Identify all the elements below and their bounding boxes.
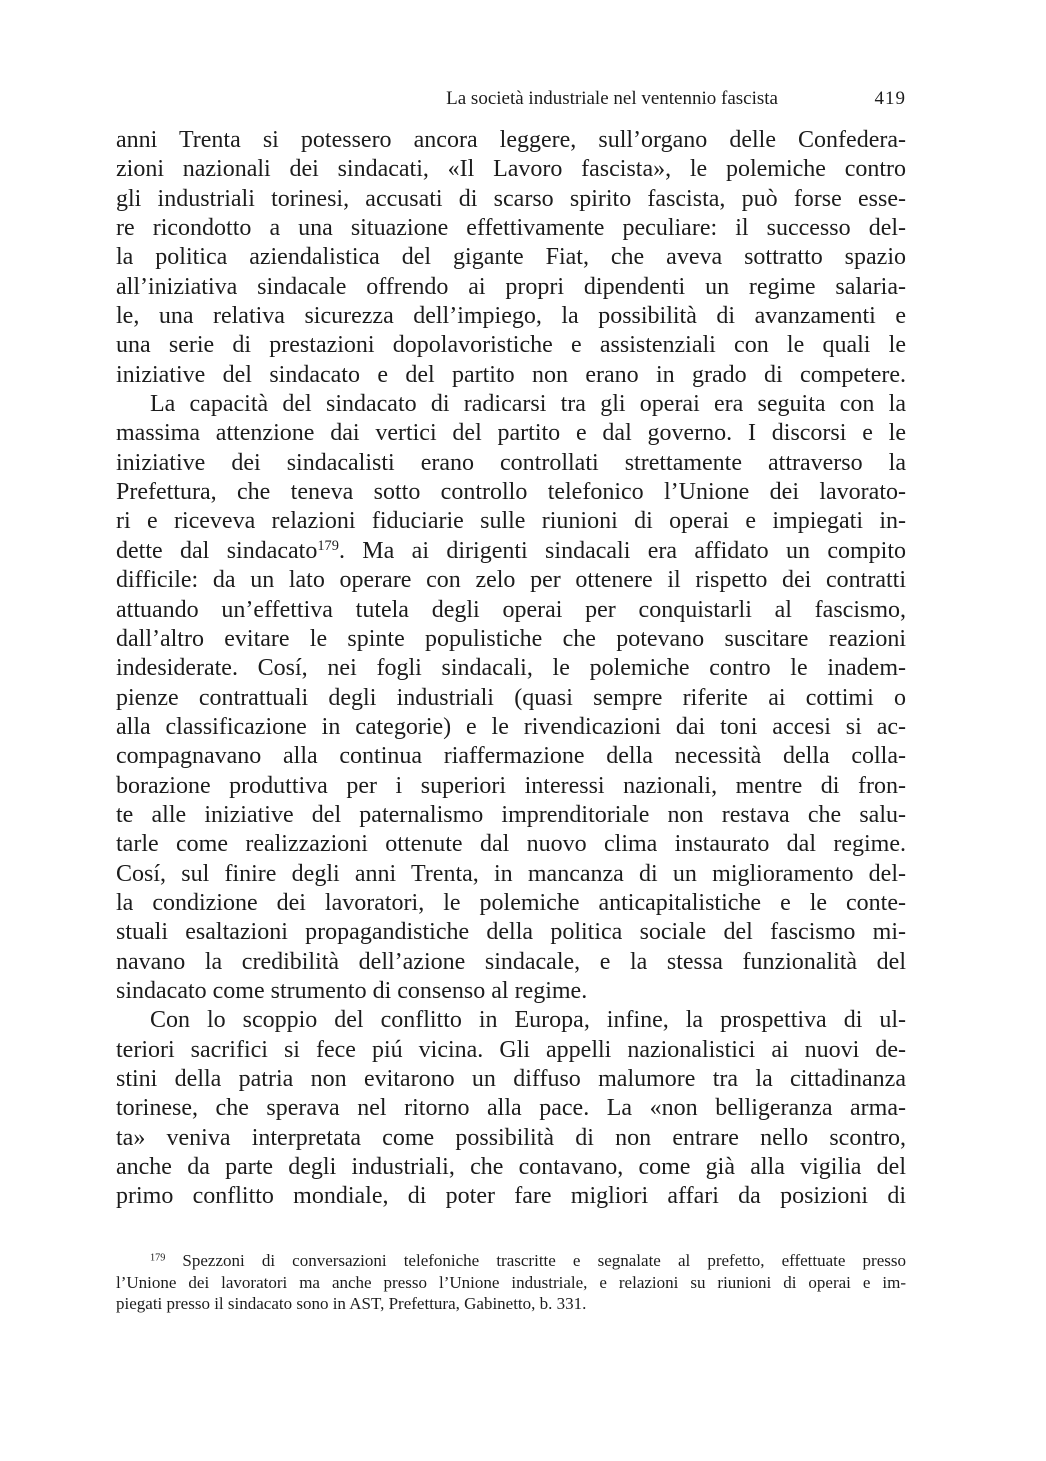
text-line: zioni nazionali dei sindacati, «Il Lavoro fascista», le polemiche contro bbox=[116, 156, 906, 183]
running-title: La società industriale nel ventennio fascista bbox=[446, 88, 778, 109]
text-line: una serie di prestazioni dopolavoristiche e assistenziali con le quali le bbox=[116, 332, 906, 359]
text-line: iniziative dei sindacalisti erano controllati strettamente attraverso la bbox=[116, 449, 906, 476]
text-line: Con lo scoppio del conflitto in Europa, infine, la prospettiva di ul- bbox=[150, 1007, 906, 1034]
footnote bbox=[116, 1250, 906, 1315]
text-line: la condizione dei lavoratori, le polemiche anticapitalistiche e le conte- bbox=[116, 889, 906, 916]
text-line: gli industriali torinesi, accusati di scarso spirito fascista, può forse esse- bbox=[116, 185, 906, 212]
text-line: Prefettura, che teneva sotto controllo telefonico l’Unione dei lavorato- bbox=[116, 479, 906, 506]
text-line: iniziative del sindacato e del partito non erano in grado di competere. bbox=[116, 361, 906, 388]
footnote-line: piegati presso il sindacato sono in AST, Prefettura, Gabinetto, b. 331. bbox=[116, 1294, 587, 1313]
footnote-line bbox=[116, 1250, 906, 1272]
text-line: ri e riceveva relazioni fiduciarie sulle riunioni di operai e impiegati in- bbox=[116, 508, 906, 535]
text-line: massima attenzione dai vertici del partito e dal governo. I discorsi e le bbox=[116, 420, 906, 447]
footnote-line: l’Unione dei lavoratori ma anche presso l’Unione industriale, e relazioni su riunioni di operai e im- bbox=[116, 1272, 906, 1292]
text-line: borazione produttiva per i superiori interessi nazionali, mentre di fron- bbox=[116, 772, 906, 799]
text-line: navano la credibilità dell’azione sindacale, e la stessa funzionalità del bbox=[116, 948, 906, 975]
text-line: dall’altro evitare le spinte populistiche che potevano suscitare reazioni bbox=[116, 625, 906, 652]
text-line: anni Trenta si potessero ancora leggere, sull’organo delle Confedera- bbox=[116, 127, 906, 153]
text-line: te alle iniziative del paternalismo imprenditoriale non restava che salu- bbox=[116, 801, 906, 828]
text-line: torinese, che sperava nel ritorno alla pace. La «non belligeranza arma- bbox=[116, 1095, 906, 1122]
body-text bbox=[116, 126, 906, 1212]
text-line: all’iniziativa sindacale offrendo ai propri dipendenti un regime salaria- bbox=[116, 273, 906, 300]
text-line: difficile: da un lato operare con zelo per ottenere il rispetto dei contratti bbox=[116, 567, 906, 594]
page-number: 419 bbox=[874, 88, 906, 109]
text-line: pienze contrattuali degli industriali (quasi sempre riferite ai cottimi o bbox=[116, 684, 906, 711]
text-line: indesiderate. Cosí, nei fogli sindacali, le polemiche contro le inadem- bbox=[116, 655, 906, 682]
text-line: re ricondotto a una situazione effettivamente peculiare: il successo del- bbox=[116, 215, 906, 242]
text-line: le, una relativa sicurezza dell’impiego, la possibilità di avanzamenti e bbox=[116, 303, 906, 330]
running-head bbox=[116, 86, 906, 112]
paragraph-3 bbox=[116, 1006, 906, 1211]
text-line: alla classificazione in categorie) e le rivendicazioni dai toni accesi si ac- bbox=[116, 713, 906, 740]
text-line: Cosí, sul finire degli anni Trenta, in mancanza di un miglioramento del- bbox=[116, 860, 906, 887]
paragraph-1 bbox=[116, 126, 906, 390]
text-line: ta» veniva interpretata come possibilità di non entrare nello scontro, bbox=[116, 1124, 906, 1151]
text-line: compagnavano alla continua riaffermazione della necessità della colla- bbox=[116, 743, 906, 770]
line-text: dette dal sindacato bbox=[116, 537, 318, 564]
text-line-with-note bbox=[116, 537, 906, 566]
footnote-number: 179 bbox=[150, 1252, 166, 1264]
footnote-text: Spezzoni di conversazioni telefoniche trascritte e segnalate al prefetto, effettuate presso bbox=[182, 1251, 906, 1270]
line-text-continuation: . Ma ai dirigenti sindacali era affidato un compito bbox=[338, 537, 906, 564]
text-line: tarle come realizzazioni ottenute dal nuovo clima instaurato dal regime. bbox=[116, 831, 906, 858]
text-line: attuando un’effettiva tutela degli operai per conquistarli al fascismo, bbox=[116, 596, 906, 623]
text-line: teriori sacrifici si fece piú vicina. Gli appelli nazionalistici ai nuovi de- bbox=[116, 1036, 906, 1063]
text-line: primo conflitto mondiale, di poter fare migliori affari da posizioni di bbox=[116, 1183, 906, 1210]
text-line: la politica aziendalistica del gigante Fiat, che aveva sottratto spazio bbox=[116, 244, 906, 271]
paragraph-2 bbox=[116, 390, 906, 1006]
text-line: La capacità del sindacato di radicarsi tra gli operai era seguita con la bbox=[150, 391, 906, 418]
footnote-reference[interactable]: 179 bbox=[317, 537, 339, 554]
text-line: sindacato come strumento di consenso al regime. bbox=[116, 977, 588, 1004]
text-line: stini della patria non evitarono un diffuso malumore tra la cittadinanza bbox=[116, 1066, 906, 1092]
text-line: anche da parte degli industriali, che contavano, come già alla vigilia del bbox=[116, 1154, 906, 1181]
text-line: stuali esaltazioni propagandistiche della politica sociale del fascismo mi- bbox=[116, 919, 906, 946]
